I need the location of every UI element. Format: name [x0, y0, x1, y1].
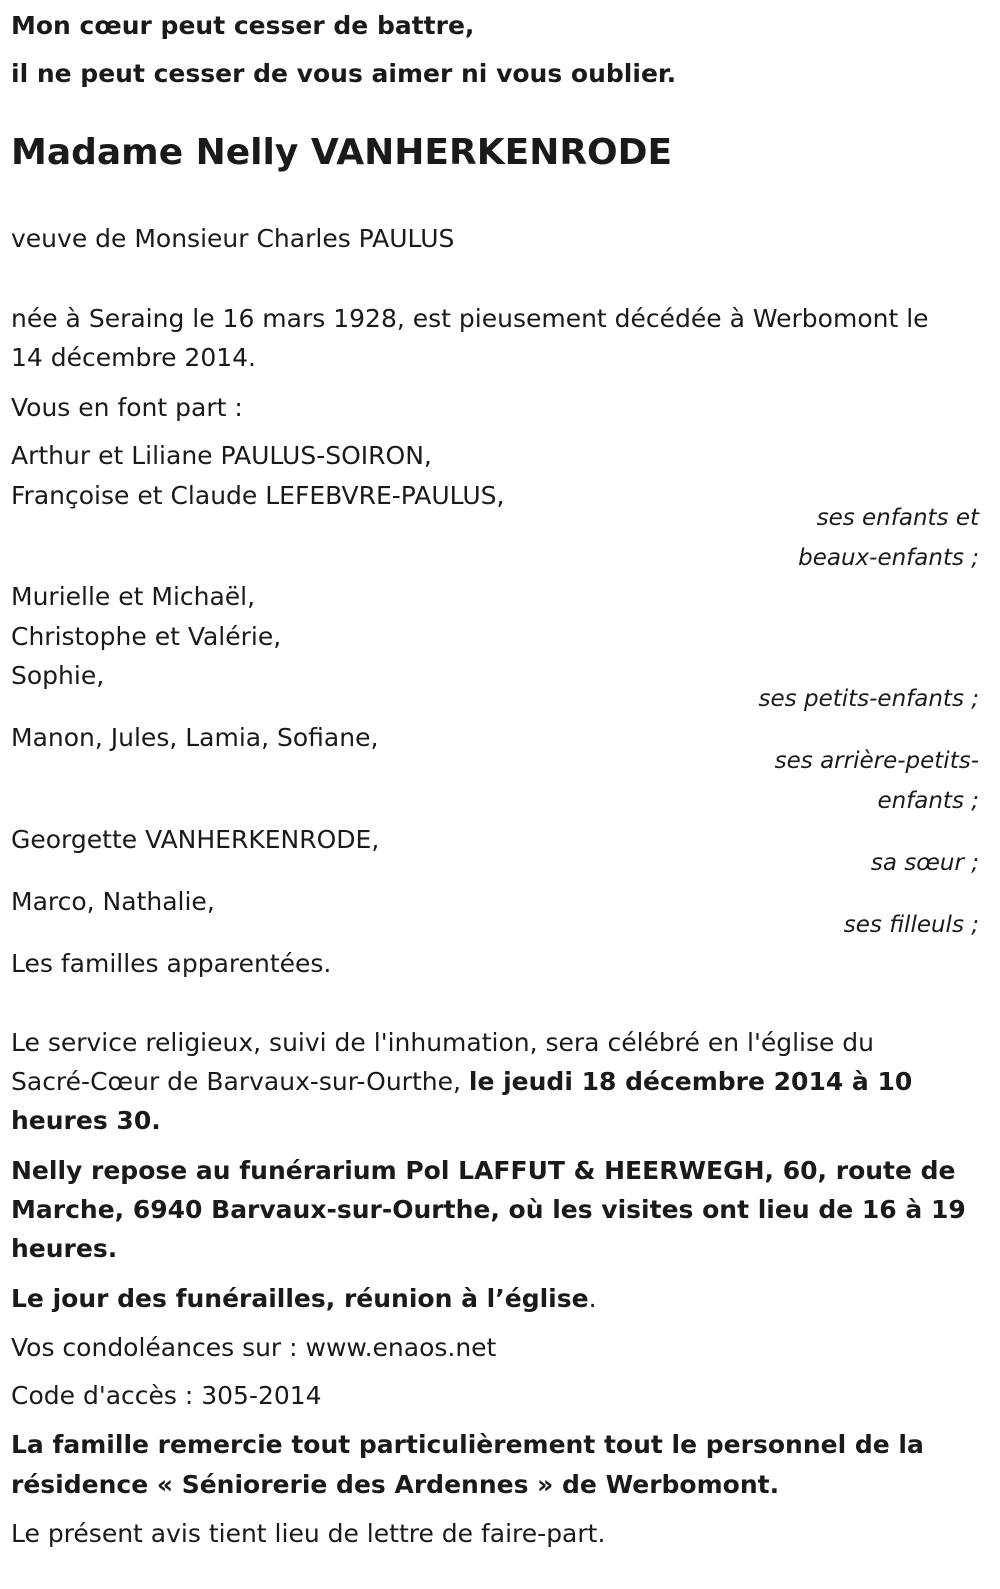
birth-death-line-1: née à Seraing le 16 mars 1928, est pieusement décédée à Werbomont le [11, 304, 929, 333]
widow-line: veuve de Monsieur Charles PAULUS [11, 224, 455, 253]
sister-line: Georgette VANHERKENRODE, [11, 825, 380, 854]
deceased-name: Madame Nelly VANHERKENRODE [11, 132, 673, 173]
service-location: Sacré-Cœur de Barvaux-sur-Ourthe, [11, 1067, 469, 1096]
epigraph-line-1: Mon cœur peut cesser de battre, [11, 11, 475, 40]
meeting-text: Le jour des funérailles, réunion à l’église [11, 1284, 589, 1313]
great-grandchildren-line: Manon, Jules, Lamia, Sofiane, [11, 723, 379, 752]
meeting-period: . [588, 1284, 597, 1313]
godchildren-role: ses filleuls ; [843, 912, 979, 938]
announce-line: Vous en font part : [11, 393, 243, 422]
great-grandchildren-role-line-1: ses arrière-petits- [774, 748, 979, 774]
children-role-line-2: beaux-enfants ; [798, 545, 979, 571]
grandchildren-line-1: Murielle et Michaël, [11, 582, 256, 611]
children-role-line-1: ses enfants et [816, 505, 979, 531]
thanks-line-2: résidence « Séniorerie des Ardennes » de Werbomont. [11, 1470, 780, 1499]
children-line-2: Françoise et Claude LEFEBVRE-PAULUS, [11, 481, 505, 510]
grandchildren-line-3: Sophie, [11, 661, 105, 690]
condolences-line: Vos condoléances sur : www.enaos.net [11, 1333, 497, 1362]
great-grandchildren-role-line-2: enfants ; [877, 788, 979, 814]
relatives-line: Les familles apparentées. [11, 949, 332, 978]
service-line-1: Le service religieux, suivi de l'inhumation, sera célébré en l'église du [11, 1028, 875, 1057]
funerarium-line-3: heures. [11, 1234, 118, 1263]
closing-line: Le présent avis tient lieu de lettre de faire-part. [11, 1519, 606, 1548]
access-code-line: Code d'accès : 305-2014 [11, 1381, 322, 1410]
service-line-3: heures 30. [11, 1106, 161, 1135]
funerarium-line-2: Marche, 6940 Barvaux-sur-Ourthe, où les visites ont lieu de 16 à 19 [11, 1195, 966, 1224]
birth-death-line-2: 14 décembre 2014. [11, 343, 256, 372]
children-line-1: Arthur et Liliane PAULUS-SOIRON, [11, 441, 432, 470]
sister-role: sa sœur ; [870, 850, 979, 876]
grandchildren-role: ses petits-enfants ; [758, 686, 979, 712]
meeting-line [11, 1279, 597, 1319]
service-date: le jeudi 18 décembre 2014 à 10 [468, 1067, 913, 1096]
godchildren-line: Marco, Nathalie, [11, 887, 215, 916]
epigraph-line-2: il ne peut cesser de vous aimer ni vous oublier. [11, 59, 677, 88]
service-line-2 [11, 1062, 912, 1102]
grandchildren-line-2: Christophe et Valérie, [11, 622, 282, 651]
thanks-line-1: La famille remercie tout particulièrement tout le personnel de la [11, 1430, 924, 1459]
funerarium-line-1: Nelly repose au funérarium Pol LAFFUT & HEERWEGH, 60, route de [11, 1156, 956, 1185]
